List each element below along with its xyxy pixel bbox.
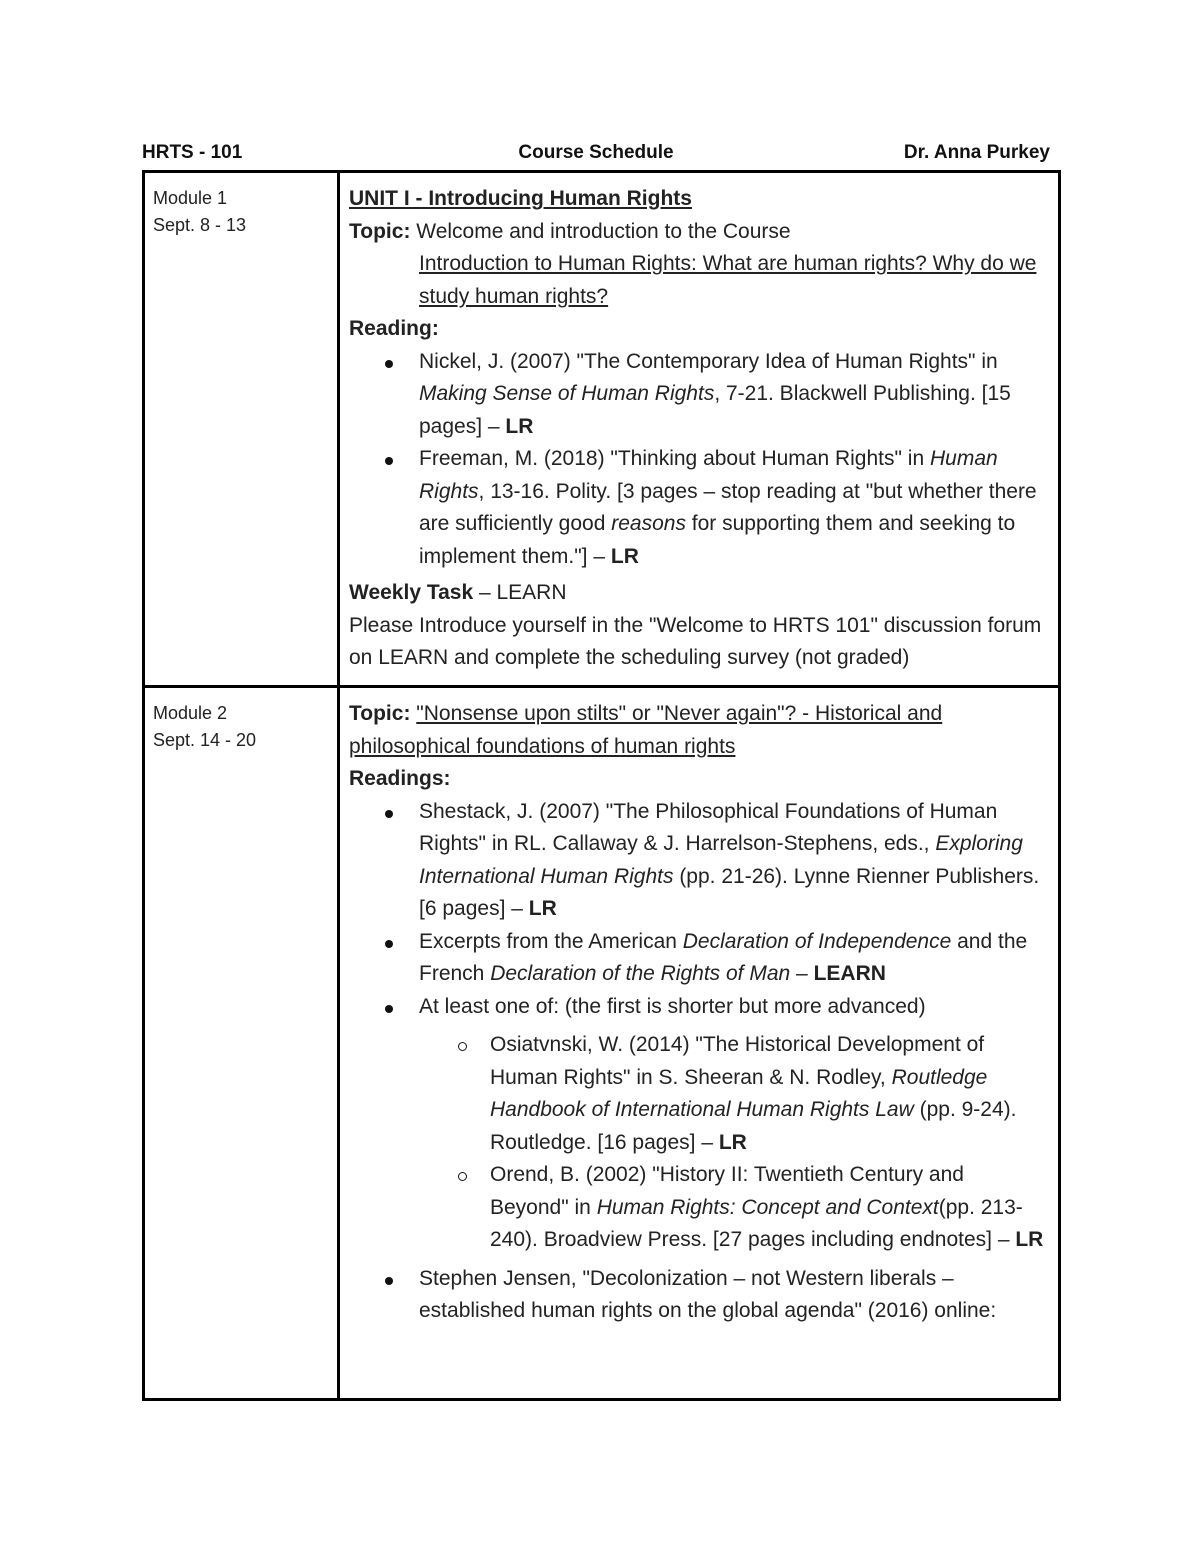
reading-text: for supporting them and seeking to implement them."] – (419, 512, 1016, 568)
module-dates: Sept. 14 - 20 (153, 730, 257, 750)
topic-text: Welcome and introduction to the Course (410, 219, 791, 243)
module-content (339, 687, 1060, 1400)
module-row (144, 172, 1060, 687)
reading-list (349, 796, 1048, 1328)
sub-list-item (419, 1029, 1048, 1159)
list-item (349, 346, 1048, 444)
sub-list-item (419, 1159, 1048, 1257)
reading-text: Orend, B. (2002) "History II: Twentieth Century and Beyond" in (490, 1163, 964, 1219)
module-name: Module 1 (153, 188, 228, 208)
instructor-name: Dr. Anna Purkey (903, 142, 1050, 163)
reading-text: , 7-21. Blackwell Publishing. [15 pages] – (419, 382, 1011, 438)
course-code: HRTS - 101 (142, 142, 243, 163)
weekly-task-location: – LEARN (473, 581, 567, 604)
reading-label: Reading: (349, 317, 439, 340)
reading-text: Stephen Jensen, "Decolonization – not Western liberals – established human rights on the global agenda" (2016) online: (419, 1266, 997, 1322)
reading-text: (pp. 9-24). Routledge. [16 pages] – (490, 1098, 1017, 1154)
list-item (349, 926, 1048, 991)
reading-book-title: Human Rights (419, 447, 998, 503)
list-item (349, 443, 1048, 573)
list-item (349, 991, 1048, 1257)
module-cell (144, 172, 339, 687)
module-name: Module 2 (153, 703, 228, 723)
reading-list (349, 346, 1048, 574)
reading-text: and the French (419, 929, 1028, 985)
topic-line (349, 698, 1048, 763)
reading-text: , 13-16. Polity. [3 pages – stop reading at "but whether there are sufficiently good (419, 479, 1037, 535)
reading-text: (pp. 21-26). Lynne Rienner Publishers. [6 pages] – (419, 864, 1040, 920)
sub-reading-list (419, 1029, 1048, 1257)
list-item (349, 796, 1048, 926)
reading-emphasis: reasons (611, 512, 686, 535)
module-content (339, 172, 1060, 687)
reading-text: Freeman, M. (2018) "Thinking about Human Rights" in (419, 447, 930, 470)
topic-label: Topic: (349, 702, 411, 725)
reading-book-title: Making Sense of Human Rights (419, 382, 715, 405)
reading-source-tag: LR (718, 1130, 747, 1154)
weekly-task-line (349, 577, 1048, 610)
weekly-task-label: Weekly Task (349, 581, 474, 604)
reading-book-title: Human Rights: Concept and Context (596, 1195, 939, 1219)
reading-doc-title: Declaration of the Rights of Man (490, 962, 791, 985)
topic-text: "Nonsense upon stilts" or "Never again"? - Historical and philosophical foundations of human rights (349, 702, 943, 758)
schedule-table (142, 170, 1061, 1401)
reading-text: Excerpts from the American (419, 929, 683, 953)
document-title: Course Schedule (518, 142, 674, 163)
readings-label: Readings: (349, 767, 451, 790)
topic-line (349, 216, 1048, 249)
reading-text: (pp. 213-240). Broadview Press. [27 pages including endnotes] – (490, 1195, 1023, 1251)
module-row (144, 687, 1060, 1400)
reading-text: At least one of: (the first is shorter but more advanced) (419, 994, 926, 1018)
list-item (349, 1263, 1048, 1328)
reading-source-tag: LR (528, 897, 557, 920)
unit-heading: UNIT I - Introducing Human Rights (349, 187, 692, 210)
module-cell (144, 687, 339, 1400)
weekly-task-text: Please Introduce yourself in the "Welcome to HRTS 101" discussion forum on LEARN and complete the scheduling survey (not graded) (349, 613, 1042, 669)
reading-book-title: Routledge Handbook of International Human Rights Law (490, 1065, 988, 1121)
topic-subtitle: Introduction to Human Rights: What are human rights? Why do we study human rights? (419, 252, 1037, 308)
topic-label: Topic: (349, 219, 411, 243)
reading-source-tag: LR (1015, 1228, 1044, 1251)
reading-text: Nickel, J. (2007) "The Contemporary Idea of Human Rights" in (419, 349, 998, 373)
reading-text: Shestack, J. (2007) "The Philosophical Foundations of Human Rights" in RL. Callaway & J. Harrelson-Stephens, eds., (419, 799, 998, 855)
reading-source-tag: LR (505, 414, 534, 438)
module-dates: Sept. 8 - 13 (153, 215, 247, 235)
reading-source-tag: LEARN (813, 962, 886, 985)
reading-book-title: Exploring International Human Rights (419, 832, 1023, 888)
reading-text: Osiatvnski, W. (2014) "The Historical Development of Human Rights" in S. Sheeran & N. Rodley, (490, 1033, 985, 1089)
page-header (142, 142, 1050, 170)
reading-doc-title: Declaration of Independence (682, 929, 952, 953)
reading-text: – (790, 962, 814, 985)
reading-source-tag: LR (610, 544, 639, 568)
